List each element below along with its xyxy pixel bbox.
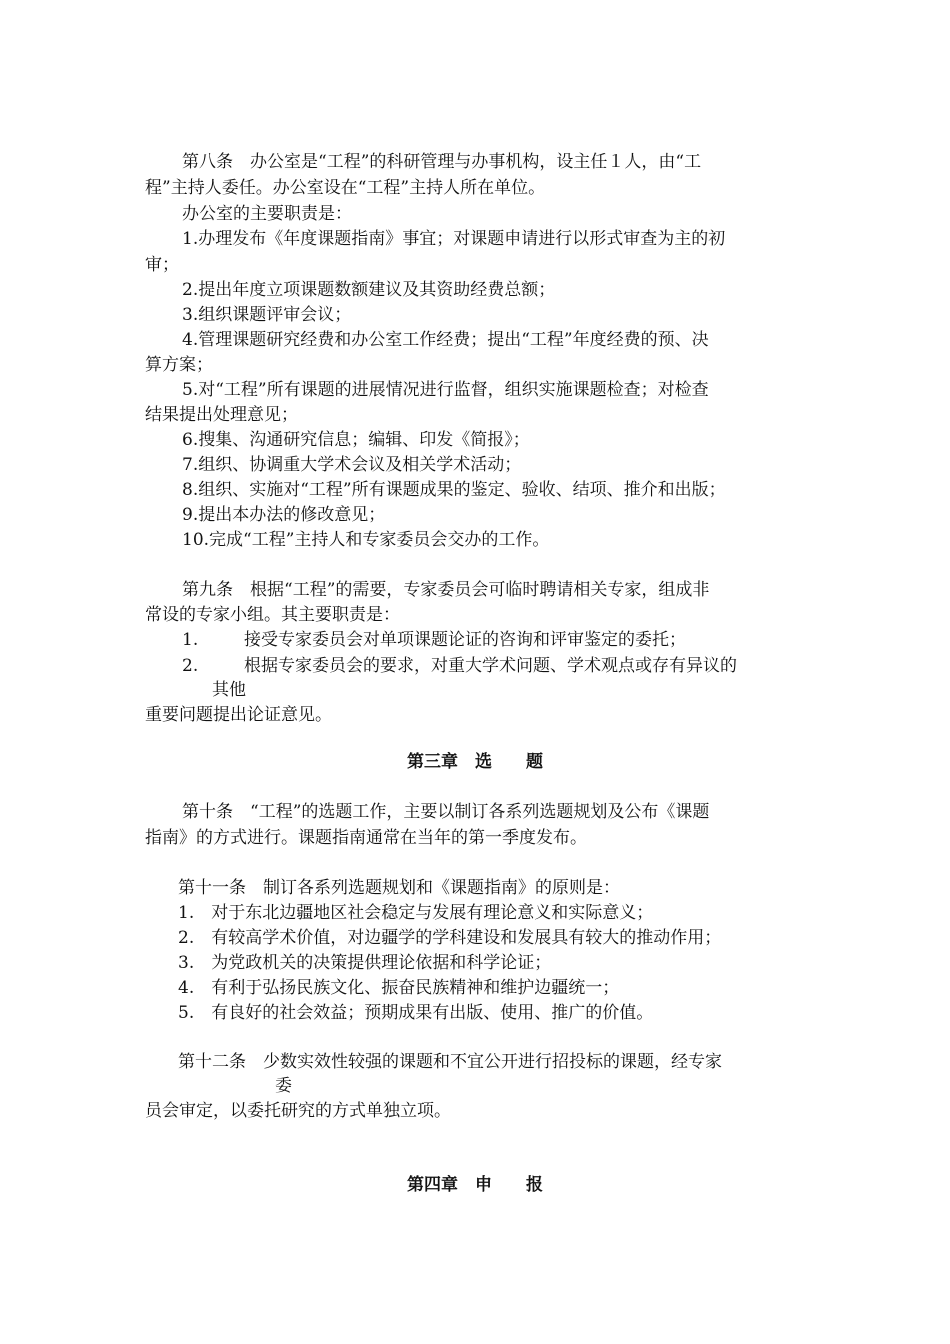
article10-line2: 指南》的方式进行。课题指南通常在当年的第一季度发布。 [145,828,587,848]
article8-item: 算方案； [145,355,213,375]
article12-line2: 员会审定，以委托研究的方式单独立项。 [145,1101,451,1121]
article8-item: 6.搜集、沟通研究信息；编辑、印发《简报》； [182,430,530,450]
article11-intro: 第十一条 制订各系列选题规划和《课题指南》的原则是： [178,878,620,898]
article9-item2-number: 2. [182,656,199,676]
article8-item: 8.组织、实施对“工程”所有课题成果的鉴定、验收、结项、推介和出版； [182,480,726,500]
article8-item: 2.提出年度立项课题数额建议及其资助经费总额； [182,280,556,300]
article12-line1: 第十二条 少数实效性较强的课题和不宜公开进行招投标的课题，经专家 [178,1052,722,1072]
article8-line2: 程”主持人委任。办公室设在“工程”主持人所在单位。 [145,178,546,198]
chapter4-title: 第四章 申 报 [407,1175,543,1195]
article8-item: 7.组织、协调重大学术会议及相关学术活动； [182,455,522,475]
article9-item2-continuation: 其他 [212,680,246,700]
article11-item: 2. 有较高学术价值，对边疆学的学科建设和发展具有较大的推动作用； [178,928,722,948]
article12-line1-continuation: 委 [275,1076,292,1096]
article9-item1-number: 1. [182,630,199,650]
article11-item: 4. 有利于弘扬民族文化、振奋民族精神和维护边疆统一； [178,978,620,998]
article8-duties-intro: 办公室的主要职责是： [182,204,352,224]
article8-item: 9.提出本办法的修改意见； [182,505,386,525]
article8-item: 5.对“工程”所有课题的进展情况进行监督，组织实施课题检查；对检查 [182,380,709,400]
article9-item2-tail: 重要问题提出论证意见。 [145,705,332,725]
article8-item: 3.组织课题评审会议； [182,305,352,325]
article11-item: 5. 有良好的社会效益；预期成果有出版、使用、推广的价值。 [178,1003,654,1023]
article8-item: 10.完成“工程”主持人和专家委员会交办的工作。 [182,530,550,550]
article9-item1-text: 接受专家委员会对单项课题论证的咨询和评审鉴定的委托； [244,630,686,650]
article8-item: 4.管理课题研究经费和办公室工作经费；提出“工程”年度经费的预、决 [182,330,709,350]
article8-item: 审； [145,255,179,275]
article8-line1: 第八条 办公室是“工程”的科研管理与办事机构，设主任１人，由“工 [182,152,702,172]
article8-item: 结果提出处理意见； [145,405,298,425]
article9-line1: 第九条 根据“工程”的需要，专家委员会可临时聘请相关专家，组成非 [182,580,710,600]
article11-item: 1. 对于东北边疆地区社会稳定与发展有理论意义和实际意义； [178,903,654,923]
article11-item: 3. 为党政机关的决策提供理论依据和科学论证； [178,953,552,973]
article8-item: 1.办理发布《年度课题指南》事宜；对课题申请进行以形式审查为主的初 [182,229,726,249]
article9-item2-text: 根据专家委员会的要求，对重大学术问题、学术观点或存有异议的 [244,656,737,676]
article10-line1: 第十条 “工程”的选题工作，主要以制订各系列选题规划及公布《课题 [182,802,710,822]
chapter3-title: 第三章 选 题 [407,752,543,772]
article9-line2: 常设的专家小组。其主要职责是： [145,605,400,625]
